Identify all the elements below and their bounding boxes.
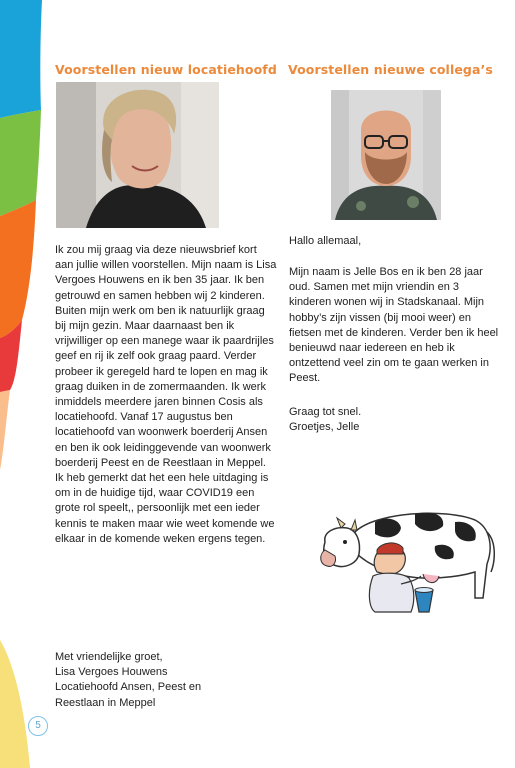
signature-lisa [55,650,277,711]
cow-milking-illustration [315,502,495,614]
intro-text-lisa [55,243,277,547]
portrait-photo-lisa [56,82,219,228]
right-heading: Voorstellen nieuwe collega’s [288,62,493,77]
greeting: Hallo allemaal, [289,235,362,247]
page-number-badge: 5 [28,716,48,736]
left-column [55,62,277,77]
left-heading: Voorstellen nieuw locatiehoofd [55,62,277,77]
signature-jelle [289,405,499,435]
greeting-text-jelle [289,234,499,249]
portrait-photo-jelle [331,90,441,220]
decorative-color-stripe [0,0,60,768]
intro-text-jelle [289,265,503,387]
sign-greeting: Met vriendelijke groet, [55,651,163,663]
sign-place: Reestlaan in Meppel [55,696,156,709]
bye: Graag tot snel. [289,406,362,418]
sign-role: Locatiehoofd Ansen, Peest en [55,681,202,694]
sign-right: Groetjes, Jelle [289,421,360,434]
intro-body-right: Mijn naam is Jelle Bos en ik ben 28 jaar oud. Samen met mijn vriendin en 3 kinderen wonen wij in Stadskanaal. Mijn hobby’s zijn vissen (bij mooi weer) en fietsen met de kinderen. Verder ben ik heel benieuwd naar iedereen en heb ik ontzettend veel zin om te gaan werken in Peest. [289,266,499,385]
sign-name: Lisa Vergoes Houwens [55,666,168,679]
intro-body: Ik zou mij graag via deze nieuwsbrief kort aan jullie willen voorstellen. Mijn naam is Lisa Vergoes Houwens en ik ben 35 jaar. Ik ben getrouwd en samen hebben wij 2 kinderen. Buiten mijn werk om ben ik natuurlijk graag bij mijn gezin. Maar daarnaast ben ik vrijwilliger op een manege waar ik paardrijles geef en rij ik zelf ook graag paard. Verder probeer ik geregeld hard te lopen en mag ik graag duiken in de zomermaanden. Ik werk inmiddels meerdere jaren binnen Cosis als locatiehoofd. Vanaf 17 augustus ben locatiehoofd van woonwerk boerderij Ansen en ben ik ook leidinggevende van woonwerk boerderij Peest en de Reestlaan in Meppel. Ik heb gemerkt dat het een hele uitdaging is om in de huidige tijd, waar COVID19 een grote rol speelt,, persoonlijk met een ieder kennis te maken maar wie weet komende we elkaar in de komende weken ergens tegen. [55,244,277,545]
right-column [288,62,498,77]
